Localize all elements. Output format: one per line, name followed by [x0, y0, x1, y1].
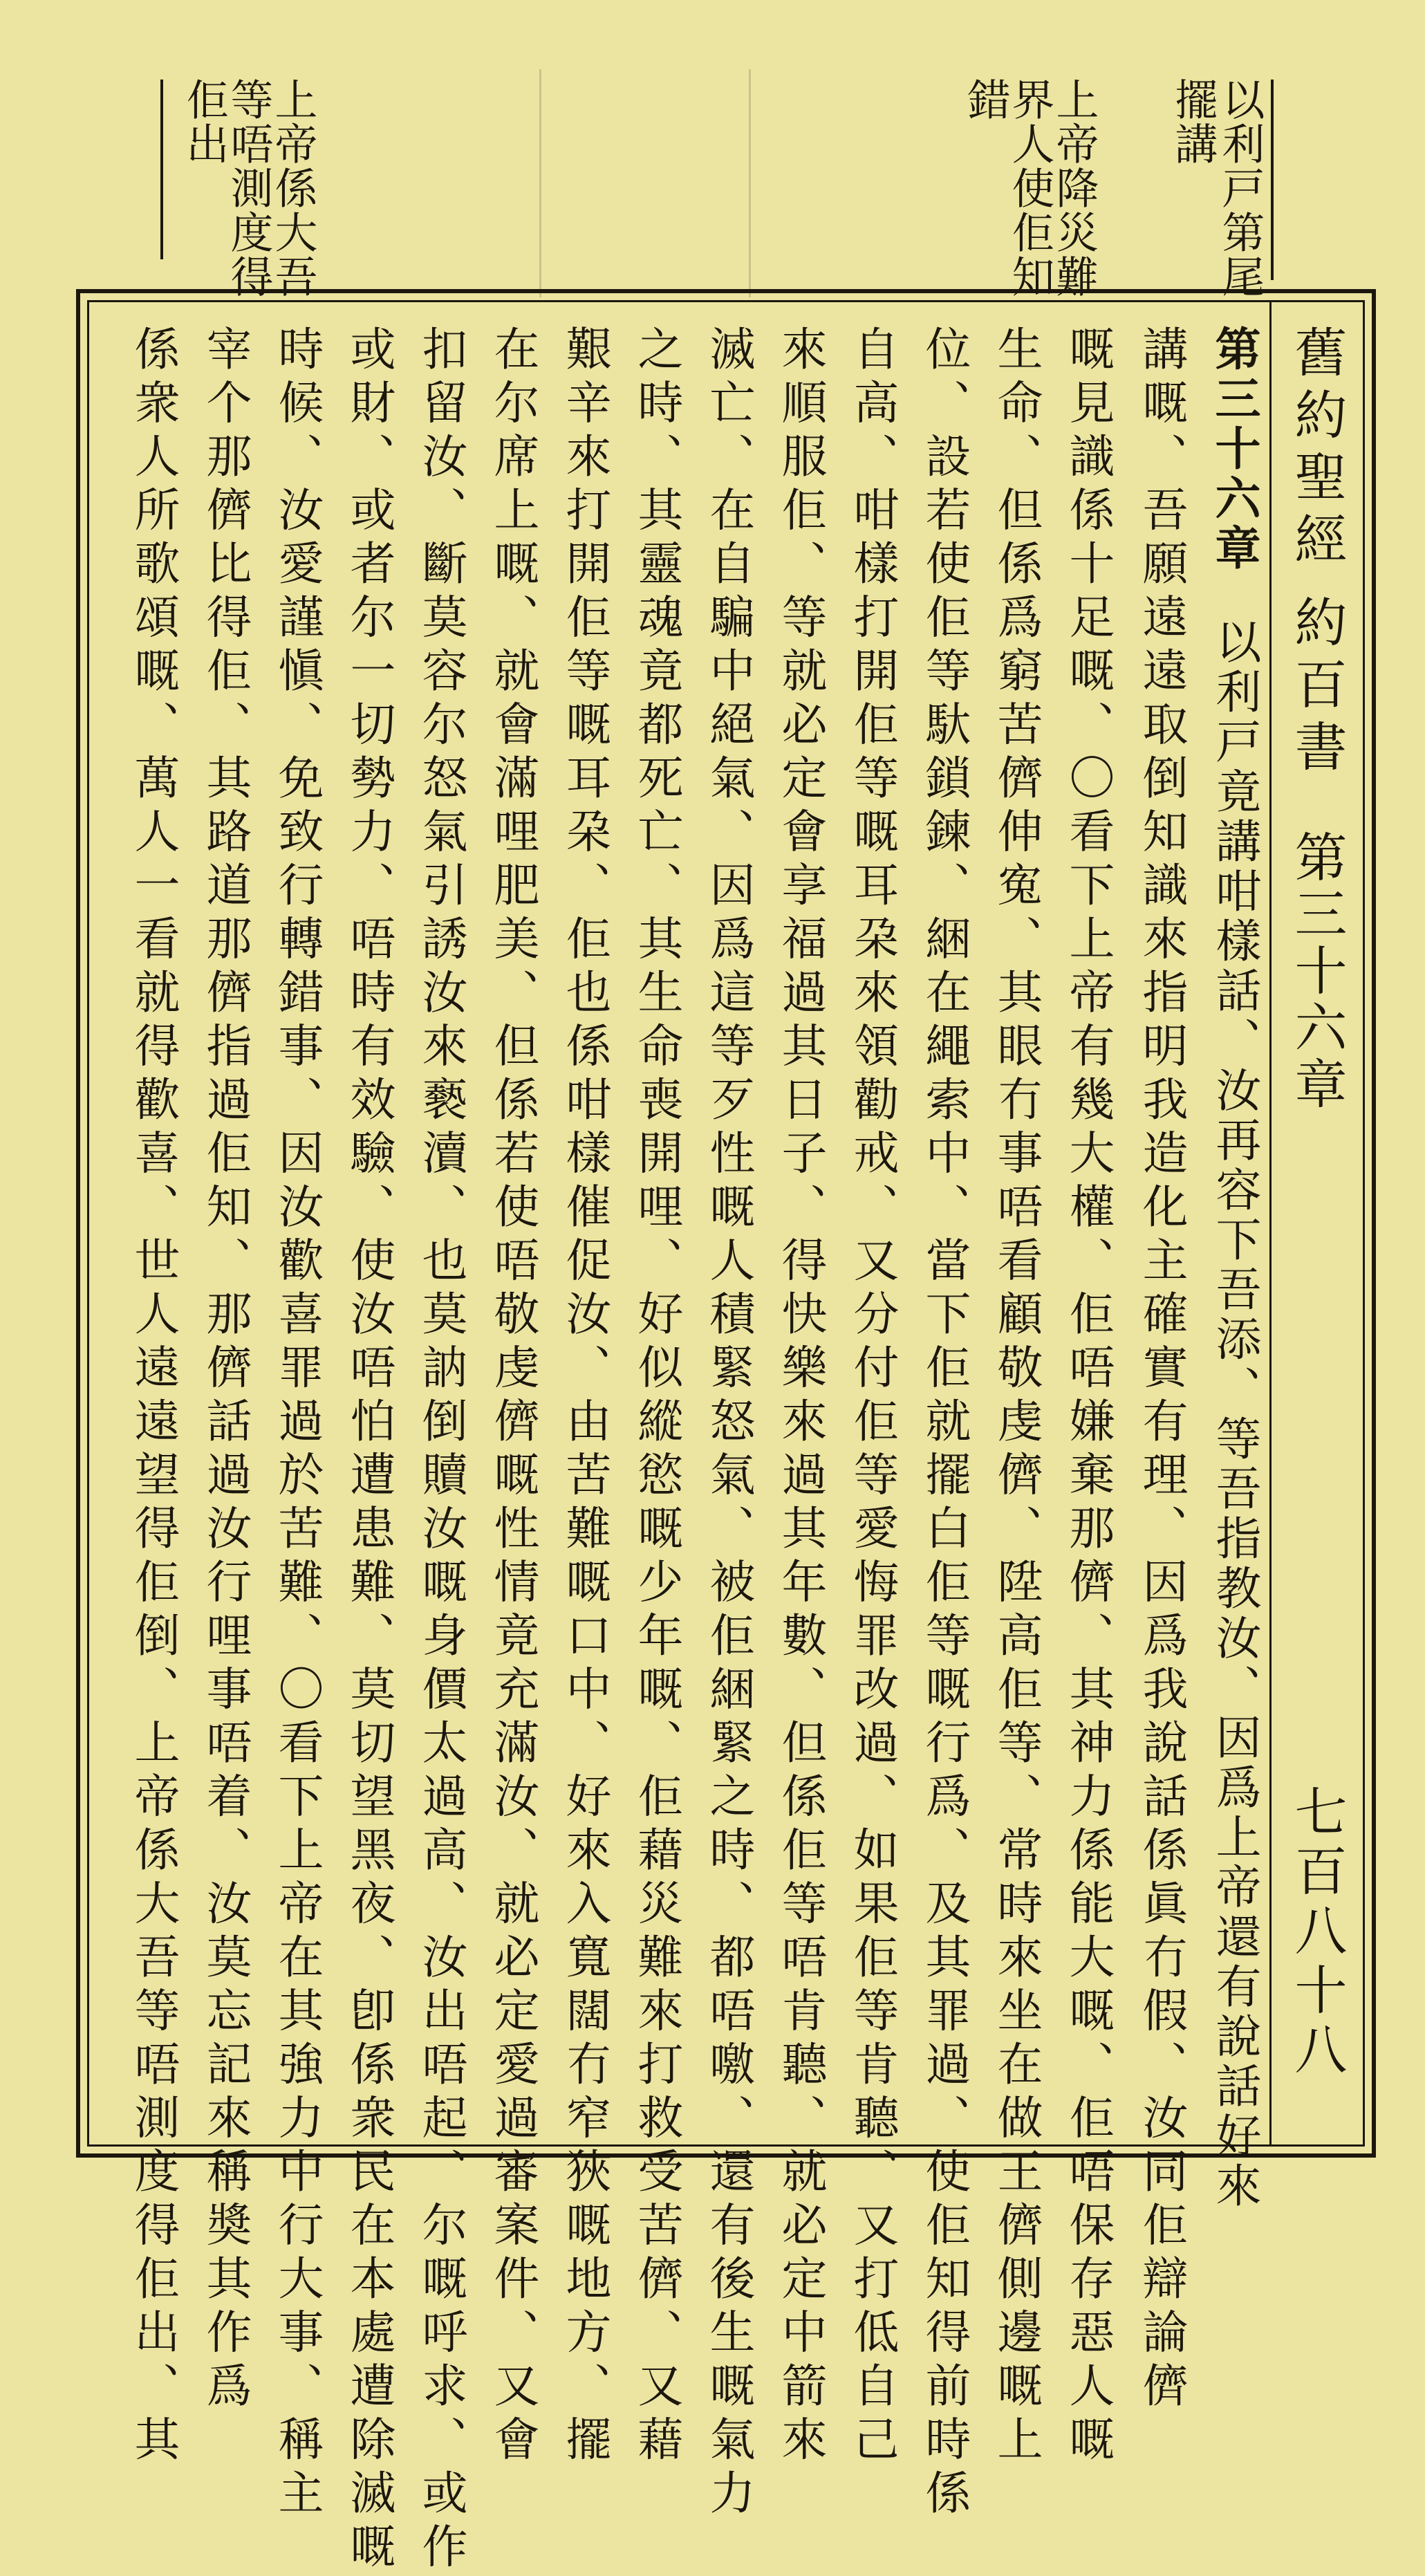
- text-column: 係衆人所歌頌嘅、萬人一看就得歡喜、世人遠遠望得佢倒、上帝係大吾等唔測度得佢出、其: [127, 325, 180, 2469]
- margin-note-rule: [1271, 80, 1274, 280]
- margin-note: 界人使佢知: [1005, 77, 1055, 299]
- margin-note: 擺講: [1168, 77, 1218, 166]
- margin-note: 錯: [960, 77, 1011, 122]
- text-column: 嘅見識係十足嘅、〇看下上帝有幾大權、佢唔嫌棄那儕、其神力係能大嘅、佢唔保存惡人嘅: [1061, 325, 1115, 2469]
- margin-note: 上帝降災難: [1049, 77, 1099, 299]
- text-column: 之時、其靈魂竟都死亡、其生命喪開哩、好似縱慾嘅少年嘅、佢藉災難來打救受苦儕、又藉: [630, 325, 683, 2469]
- margin-note: 等唔測度得: [223, 77, 274, 299]
- column-text: 以利戸竟講咁樣話、汝再容下吾添、等吾指教汝、因爲上帝還有說話好來: [1208, 618, 1261, 2212]
- text-column: 時候、汝愛謹愼、免致行轉錯事、因汝歡喜罪過於苦難、〇看下上帝在其強力中行大事、稱主: [270, 325, 324, 2523]
- header-book-title: 舊約聖經: [1286, 325, 1348, 574]
- bleed-through: [539, 69, 751, 297]
- text-column: 艱辛來打開佢等嘅耳朶、佢也係咁樣催促汝、由苦難嘅口中、好來入寬闊冇窄狹嘅地方、擺: [558, 325, 611, 2469]
- margin-note-rule: [160, 80, 163, 259]
- chapter-heading: 第三十六章: [1207, 325, 1261, 574]
- margin-note: 上帝係大吾: [268, 77, 318, 299]
- text-column: 扣留汝、斷莫容尔怒氣引誘汝來褻瀆、也莫訥倒贖汝嘅身價太過高、汝出唔起、尔嘅呼求、或作: [414, 325, 467, 2576]
- text-column: 宰个那儕比得佢、其路道那儕指過佢知、那儕話過汝行哩事唔着、汝莫忘記來稱奬其作爲: [198, 325, 252, 2416]
- text-column: 來順服佢、等就必定會享福過其日子、得快樂來過其年數、但係佢等唔肯聽、就必定中箭來: [774, 325, 827, 2469]
- text-column: 講嘅、吾願遠遠取倒知識來指明我造化主確實有理、因爲我說話係眞冇假、汝同佢辯論儕: [1135, 325, 1188, 2416]
- text-column: 或財、或者尔一切勢力、唔時有效驗、使汝唔怕遭患難、莫切望黑夜、卽係衆民在本處遭除滅嘅: [342, 325, 395, 2576]
- text-column: 自高、咁樣打開佢等嘅耳朶來領勸戒、又分付佢等愛悔罪改過、如果佢等肯聽、又打低自己: [846, 325, 899, 2469]
- header-divider: [1269, 300, 1272, 2147]
- margin-note: 佢出: [179, 77, 230, 166]
- header-chapter: 第三十六章: [1286, 830, 1348, 1113]
- text-column: 在尔席上嘅、就會滿哩肥美、但係若使唔敬虔儕嘅性情竟充滿汝、就必定愛過審案件、又會: [486, 325, 539, 2469]
- text-column: 生命、但係爲窮苦儕伸寃、其眼冇事唔看顧敬虔儕、陞高佢等、常時來坐在做王儕側邊嘅上: [989, 325, 1043, 2469]
- margin-note: 以利戸第尾: [1215, 77, 1265, 299]
- bleed-through: [761, 69, 913, 297]
- header-page-number: 七百八十八: [1286, 1784, 1348, 2082]
- header-section-title: 約百書: [1286, 595, 1348, 781]
- text-column: 滅亡、在自騙中絕氣、因爲這等歹性嘅人積緊怒氣、被佢綑緊之時、都唔噭、還有後生嘅氣力: [702, 325, 755, 2523]
- text-column: [1207, 325, 1261, 2212]
- text-column: 位、設若使佢等馱鎖鍊、綑在繩索中、當下佢就擺白佢等嘅行爲、及其罪過、使佢知得前時係: [918, 325, 971, 2523]
